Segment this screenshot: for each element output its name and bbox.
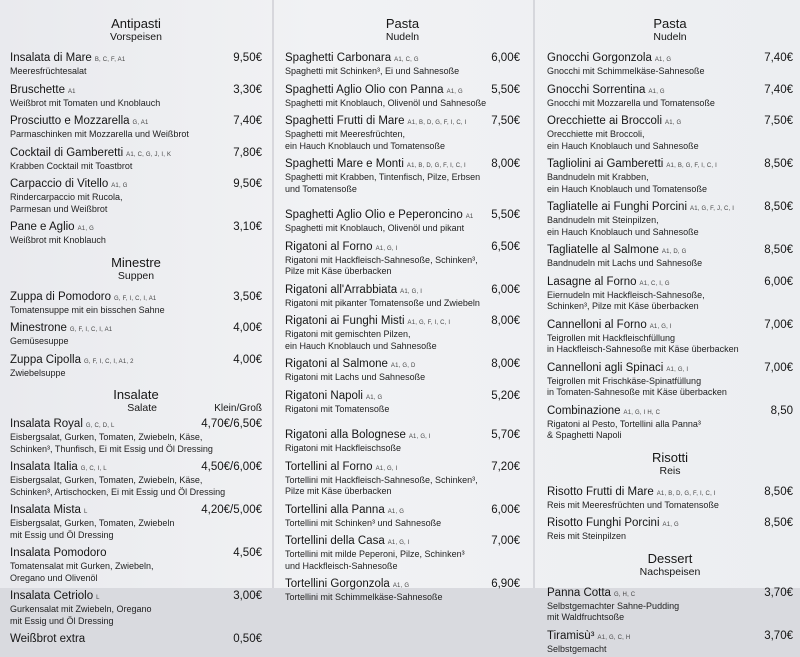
item-name: Spaghetti Carbonara (285, 52, 392, 64)
item-description: Eiernudeln mit Hackfleisch-Sahnesoße, (547, 289, 705, 300)
item-description: Bandnudeln mit Krabben, (547, 172, 649, 182)
item-description: Parmesan und Weißbrot (10, 203, 108, 214)
section-title: Antipasti (111, 16, 161, 31)
menu-item (285, 237, 520, 278)
item-description: Spaghetti mit Knoblauch, Olivenöl und Sahnesoße (285, 97, 487, 108)
item-description: Spaghetti mit Meeresfrüchten, (285, 129, 406, 139)
allergen-codes: A1, G, I (649, 323, 672, 330)
menu-item (285, 311, 520, 352)
section-risotti (547, 450, 793, 543)
item-name: Risotto Funghi Porcini (547, 517, 660, 529)
item-description: und Hackfleisch-Sahnesoße (285, 560, 398, 571)
menu-item (10, 500, 262, 541)
section-pasta-1 (285, 16, 520, 604)
item-description: Pilze mit Käse überbacken (285, 266, 392, 276)
allergen-codes: A1, G (366, 394, 383, 401)
allergen-codes: A1, C, G, J, I, K (126, 151, 172, 158)
menu-item (547, 197, 793, 238)
item-price: 8,50€ (764, 517, 793, 529)
menu-item (547, 80, 793, 110)
menu-item (285, 386, 520, 416)
item-name: Weißbrot extra (10, 633, 86, 645)
item-name: Rigatoni alla Bolognese (285, 429, 406, 441)
item-description: Oregano und Olivenöl (10, 572, 98, 583)
allergen-codes: A1, G (662, 522, 679, 528)
item-list (547, 583, 793, 656)
allergen-codes: A1, G, D (390, 363, 416, 369)
item-name: Tagliatelle ai Funghi Porcini (547, 201, 687, 213)
allergen-codes: L (83, 509, 88, 515)
item-price: 8,50€ (764, 244, 793, 256)
item-name: Bruschette (10, 83, 65, 96)
menu-item (285, 48, 520, 78)
allergen-codes: A1 (465, 214, 474, 220)
item-list (10, 414, 262, 647)
page-fold-right (533, 0, 535, 588)
item-price: 3,10€ (233, 221, 262, 233)
item-name: Tagliatelle al Salmone (547, 244, 659, 256)
allergen-codes: G, F, I, C, I, A1, 2 (83, 358, 134, 365)
item-description: & Spaghetti Napoli (547, 430, 622, 440)
allergen-codes: A1, C, I, G (639, 280, 670, 287)
item-price: 9,50€ (233, 178, 262, 190)
item-description: Spaghetti mit Schinken³, Ei und Sahnesoße (285, 66, 460, 76)
item-description: Selbstgemacht (547, 643, 607, 654)
menu-item (547, 358, 793, 399)
item-description: mit Essig und Öl Dressing (10, 615, 114, 626)
item-name: Tiramisù³ (547, 629, 595, 642)
menu-item (547, 154, 793, 195)
item-description: Eisbergsalat, Gurken, Tomaten, Zwiebeln, Käse, (10, 475, 203, 485)
item-price: 7,50€ (764, 115, 793, 127)
section-dessert (547, 551, 793, 656)
item-price: 6,00€ (491, 283, 520, 296)
item-price: 8,50 (770, 404, 793, 417)
menu-column-1 (10, 14, 262, 649)
item-description: Pilze mit Käse überbacken (285, 486, 392, 496)
item-price: 7,20€ (491, 460, 520, 473)
item-name: Gnocchi Sorrentina (547, 83, 646, 96)
item-name: Tortellini della Casa (285, 535, 385, 547)
item-price: 3,70€ (764, 629, 793, 642)
item-price: 4,70€/6,50€ (201, 418, 262, 430)
item-name: Cannelloni agli Spinaci (547, 361, 664, 374)
item-description: Selbstgemachter Sahne-Pudding (547, 600, 680, 611)
menu-item (547, 272, 793, 313)
item-name: Pane e Aglio (10, 221, 75, 233)
item-description: Tomatensalat mit Gurken, Zwiebeln, (10, 561, 154, 571)
item-price: 8,50€ (764, 201, 793, 213)
allergen-codes: A1, G (648, 88, 665, 95)
item-description: Krabben Cocktail mit Toastbrot (10, 160, 133, 171)
item-price: 7,40€ (764, 83, 793, 96)
menu-item (10, 111, 262, 141)
allergen-codes: A1, D, G (661, 249, 687, 255)
allergen-codes: L (96, 595, 100, 601)
section-insalate (10, 387, 262, 647)
allergen-codes: A1, G (392, 583, 410, 589)
menu-item (10, 543, 262, 584)
item-description: ein Hauch Knoblauch und Sahnesoße (547, 140, 699, 151)
item-price: 6,90€ (491, 578, 520, 590)
item-description: Gurkensalat mit Zwiebeln, Oregano (10, 604, 152, 614)
item-name: Rigatoni all'Arrabbiata (285, 283, 398, 296)
menu-item (10, 174, 262, 215)
section-title: Pasta (385, 16, 420, 31)
item-description: Schinken³, Pilze mit Käse überbacken (547, 301, 699, 311)
item-name: Panna Cotta (547, 586, 611, 599)
allergen-codes: A1, B, G, F, I, C, I (666, 163, 718, 169)
item-price: 8,50€ (764, 158, 793, 170)
item-description: Teigrollen mit Frischkäse-Spinatfüllung (547, 375, 702, 386)
item-price: 3,50€ (233, 290, 262, 303)
item-description: in Tomaten-Sahnesoße mit Käse überbacken (547, 387, 727, 397)
item-name: Zuppa Cipolla (10, 353, 81, 366)
item-price: 4,00€ (233, 353, 262, 366)
menu-item (10, 80, 262, 110)
item-name: Insalata Italia (10, 461, 78, 473)
item-price: 7,40€ (233, 115, 262, 127)
item-price: 9,50€ (233, 52, 262, 64)
item-description: Orecchiette mit Broccoli, (547, 129, 645, 139)
size-label: Klein/Groß (214, 403, 262, 414)
item-price: 5,50€ (491, 83, 520, 96)
item-description: Reis mit Meeresfrüchten und Tomatensoße (547, 499, 719, 510)
menu-column-3 (547, 14, 793, 657)
menu-item (285, 80, 520, 110)
item-name: Spaghetti Frutti di Mare (285, 115, 405, 127)
item-description: in Hackfleisch-Sahnesoße mit Käse überbacken (547, 344, 739, 354)
menu-item (10, 457, 262, 498)
section-subtitle: Nudeln (653, 31, 687, 43)
allergen-codes: A1 (67, 88, 76, 95)
item-name: Zuppa di Pomodoro (10, 290, 112, 303)
item-name: Spaghetti Aglio Olio con Panna (285, 83, 444, 96)
allergen-codes: A1, G, I (375, 465, 398, 472)
menu-item (10, 629, 262, 647)
menu-item (10, 414, 262, 455)
item-price: 7,00€ (764, 361, 793, 374)
item-price: 0,50€ (233, 633, 262, 645)
allergen-codes: A1, B, D, G, F, I, C, I (656, 490, 716, 497)
menu-item (10, 143, 262, 173)
item-description: Tomatensuppe mit ein bisschen Sahne (10, 304, 165, 315)
allergen-codes: A1, G, I H, C (623, 409, 661, 416)
allergen-codes: A1, G, I (408, 434, 431, 440)
item-name: Tortellini Gorgonzola (285, 578, 390, 590)
allergen-codes: A1, B, D, G, F, I, C, I (406, 163, 466, 169)
menu-item (547, 626, 793, 656)
item-price: 5,70€ (491, 429, 520, 441)
item-description: ein Hauch Knoblauch und Tomatensoße (547, 183, 707, 194)
item-description: Spaghetti mit Knoblauch, Olivenöl und pikant (285, 223, 465, 233)
item-description: Rigatoni mit pikanter Tomatensoße und Zwiebeln (285, 297, 480, 308)
allergen-codes: G, C, D, L (85, 423, 115, 429)
item-description: Rigatoni mit Hackfleischsoße (285, 443, 402, 453)
section-title: Insalate (113, 387, 159, 402)
item-name: Prosciutto e Mozzarella (10, 115, 130, 127)
allergen-codes: A1, G (77, 226, 94, 232)
item-price: 7,80€ (233, 146, 262, 159)
item-description: Reis mit Steinpilzen (547, 531, 627, 541)
menu-item (10, 287, 262, 317)
item-description: Eisbergsalat, Gurken, Tomaten, Zwiebeln, Käse, (10, 432, 203, 442)
item-name: Tortellini al Forno (285, 460, 373, 473)
item-description: Weißbrot mit Tomaten und Knoblauch (10, 97, 161, 108)
item-name: Cannelloni al Forno (547, 318, 647, 331)
menu-item (547, 401, 793, 442)
item-name: Rigatoni al Forno (285, 240, 373, 253)
item-description: Schinken³, Thunfisch, Ei mit Essig und Öl Dressing (10, 443, 213, 454)
menu-item (285, 425, 520, 455)
item-price: 8,00€ (491, 358, 520, 370)
allergen-codes: A1, G (387, 508, 405, 515)
menu-item (547, 583, 793, 624)
item-list (10, 48, 262, 247)
item-price: 4,50€/6,00€ (201, 461, 262, 473)
item-description: Weißbrot mit Knoblauch (10, 235, 106, 245)
menu-item (547, 513, 793, 543)
item-price: 3,30€ (233, 83, 262, 96)
item-name: Lasagne al Forno (547, 275, 637, 288)
menu-item (285, 457, 520, 498)
menu-item (547, 48, 793, 78)
item-name: Rigatoni Napoli (285, 389, 363, 402)
item-name: Spaghetti Mare e Monti (285, 158, 404, 170)
item-description: Eisbergsalat, Gurken, Tomaten, Zwiebeln (10, 518, 175, 528)
item-description: Rigatoni mit Hackfleisch-Sahnesoße, Schinken³, (285, 254, 478, 265)
item-price: 4,20€/5,00€ (201, 504, 262, 516)
section-subtitle: Nachspeisen (639, 565, 701, 578)
item-name: Gnocchi Gorgonzola (547, 52, 652, 64)
section-pasta-2 (547, 16, 793, 442)
allergen-codes: A1, G, C, H (597, 634, 631, 641)
item-description: Gemüsesuppe (10, 336, 69, 346)
item-description: Bandnudeln mit Steinpilzen, (547, 215, 659, 225)
item-price: 5,20€ (491, 389, 520, 402)
menu-column-2 (285, 14, 520, 606)
item-name: Rigatoni ai Funghi Misti (285, 315, 405, 327)
allergen-codes: G, A1 (132, 120, 149, 126)
item-description: Rigatoni mit gemischten Pilzen, (285, 329, 411, 339)
section-subtitle: Nudeln (385, 31, 420, 43)
item-name: Spaghetti Aglio Olio e Peperoncino (285, 209, 463, 221)
item-description: Tortellini mit Schimmelkäse-Sahnesoße (285, 592, 443, 602)
item-name: Rigatoni al Salmone (285, 358, 388, 370)
item-description: Tortellini mit Hackfleisch-Sahnesoße, Schinken³, (285, 474, 478, 485)
item-name: Insalata Cetriolo (10, 590, 94, 602)
menu-item (285, 154, 520, 195)
menu-item (285, 500, 520, 530)
item-description: Rigatoni al Pesto, Tortellini alla Panna³ (547, 418, 701, 429)
item-price: 4,50€ (233, 547, 262, 559)
item-description: mit Waldfruchtsoße (547, 612, 625, 622)
item-price: 8,00€ (491, 158, 520, 170)
item-price: 3,70€ (764, 586, 793, 599)
item-description: ein Hauch Knoblauch und Tomatensoße (285, 140, 445, 151)
item-list (10, 287, 262, 380)
allergen-codes: G, C, I, L (80, 466, 107, 472)
section-minestre (10, 255, 262, 380)
allergen-codes: B, C, F, A1 (94, 57, 126, 63)
menu-item (547, 240, 793, 270)
allergen-codes: G, F, I, C, I, A1 (114, 295, 157, 302)
section-title: Dessert (647, 550, 693, 566)
item-list (285, 48, 520, 604)
section-subtitle: Salate (127, 402, 157, 414)
item-description: Meeresfrüchtesalat (10, 66, 87, 76)
section-antipasti (10, 16, 262, 247)
menu-item (10, 586, 262, 627)
menu-item (285, 531, 520, 572)
allergen-codes: A1, C, G (394, 57, 419, 63)
item-name: Tortellini alla Panna (285, 503, 385, 516)
item-name: Risotto Frutti di Mare (547, 485, 654, 498)
item-price: 8,00€ (491, 315, 520, 327)
menu-item (547, 111, 793, 152)
item-price: 6,00€ (491, 503, 520, 516)
allergen-codes: G, H, C (613, 591, 636, 598)
page-fold-left (272, 0, 274, 588)
item-name: Insalata Pomodoro (10, 547, 107, 559)
item-name: Combinazione (547, 404, 621, 417)
section-subtitle: Suppen (117, 269, 155, 282)
allergen-codes: A1, G, I (375, 245, 398, 252)
menu-item (285, 111, 520, 152)
item-description: Teigrollen mit Hackfleischfüllung (547, 332, 676, 343)
item-name: Tagliolini ai Gamberetti (547, 158, 664, 170)
section-title: Minestre (111, 254, 161, 270)
item-price: 6,50€ (491, 240, 520, 253)
allergen-codes: A1, B, D, G, F, I, C, I (407, 120, 467, 126)
allergen-codes: A1, G, I (666, 366, 689, 373)
allergen-codes: A1, G (446, 88, 463, 95)
menu-item (10, 48, 262, 78)
menu-item (547, 315, 793, 356)
item-description: Gnocchi mit Schimmelkäse-Sahnesoße (547, 66, 705, 76)
item-description: ein Hauch Knoblauch und Sahnesoße (285, 340, 437, 351)
item-description: Bandnudeln mit Lachs und Sahnesoße (547, 258, 703, 268)
menu-item (285, 205, 520, 235)
item-price: 7,00€ (764, 318, 793, 331)
item-price: 6,00€ (764, 275, 793, 288)
item-description: Tortellini mit Schinken³ und Sahnesoße (285, 517, 442, 528)
item-price: 4,00€ (233, 322, 262, 334)
section-title: Pasta (653, 16, 687, 31)
allergen-codes: A1, G (111, 183, 128, 189)
item-name: Insalata di Mare (10, 52, 92, 64)
item-description: Rindercarpaccio mit Rucola, (10, 192, 123, 202)
menu-item (285, 280, 520, 310)
item-description: Zwiebelsuppe (10, 367, 66, 378)
item-name: Insalata Royal (10, 418, 83, 430)
section-title: Risotti (651, 449, 689, 465)
menu-item (10, 350, 262, 380)
menu-item (285, 354, 520, 384)
item-price: 7,50€ (491, 115, 520, 127)
allergen-codes: A1, G (654, 57, 672, 63)
item-list (547, 48, 793, 442)
allergen-codes: A1, G (665, 120, 682, 126)
item-description: Rigatoni mit Tomatensoße (285, 403, 390, 414)
section-subtitle: Reis (659, 464, 681, 477)
item-name: Carpaccio di Vitello (10, 178, 109, 190)
menu-item (285, 574, 520, 604)
item-price: 3,00€ (233, 590, 262, 602)
item-description: Gnocchi mit Mozzarella und Tomatensoße (547, 97, 715, 108)
item-description: ein Hauch Knoblauch und Sahnesoße (547, 226, 699, 237)
item-name: Minestrone (10, 322, 67, 334)
item-description: Schinken³, Artischocken, Ei mit Essig und Öl Dressing (10, 486, 226, 497)
menu-item (10, 217, 262, 247)
item-price: 6,00€ (491, 52, 520, 64)
menu-item (547, 482, 793, 512)
item-description: mit Essig und Öl Dressing (10, 529, 114, 540)
allergen-codes: A1, G, F, I, C, I (407, 320, 451, 326)
menu-item (10, 318, 262, 348)
item-price: 8,50€ (764, 485, 793, 498)
section-subtitle: Vorspeisen (110, 31, 162, 43)
item-price: 7,00€ (491, 535, 520, 547)
item-price: 5,50€ (491, 209, 520, 221)
item-name: Cocktail di Gamberetti (10, 146, 124, 159)
allergen-codes: A1, G, I (400, 288, 423, 295)
item-description: Rigatoni mit Lachs und Sahnesoße (285, 372, 426, 382)
item-list (547, 482, 793, 543)
item-price: 7,40€ (764, 52, 793, 64)
item-description: und Tomatensoße (285, 183, 357, 194)
allergen-codes: A1, G, I (387, 540, 410, 546)
allergen-codes: A1, G, F, J, C, I (690, 206, 735, 212)
item-name: Insalata Mista (10, 504, 81, 516)
item-description: Spaghetti mit Krabben, Tintenfisch, Pilze, Erbsen (285, 172, 481, 182)
allergen-codes: G, F, I, C, I, A1 (69, 327, 113, 333)
item-description: Tortellini mit milde Peperoni, Pilze, Schinken³ (285, 549, 465, 559)
item-description: Parmaschinken mit Mozzarella und Weißbrot (10, 129, 189, 139)
item-name: Orecchiette ai Broccoli (547, 115, 663, 127)
